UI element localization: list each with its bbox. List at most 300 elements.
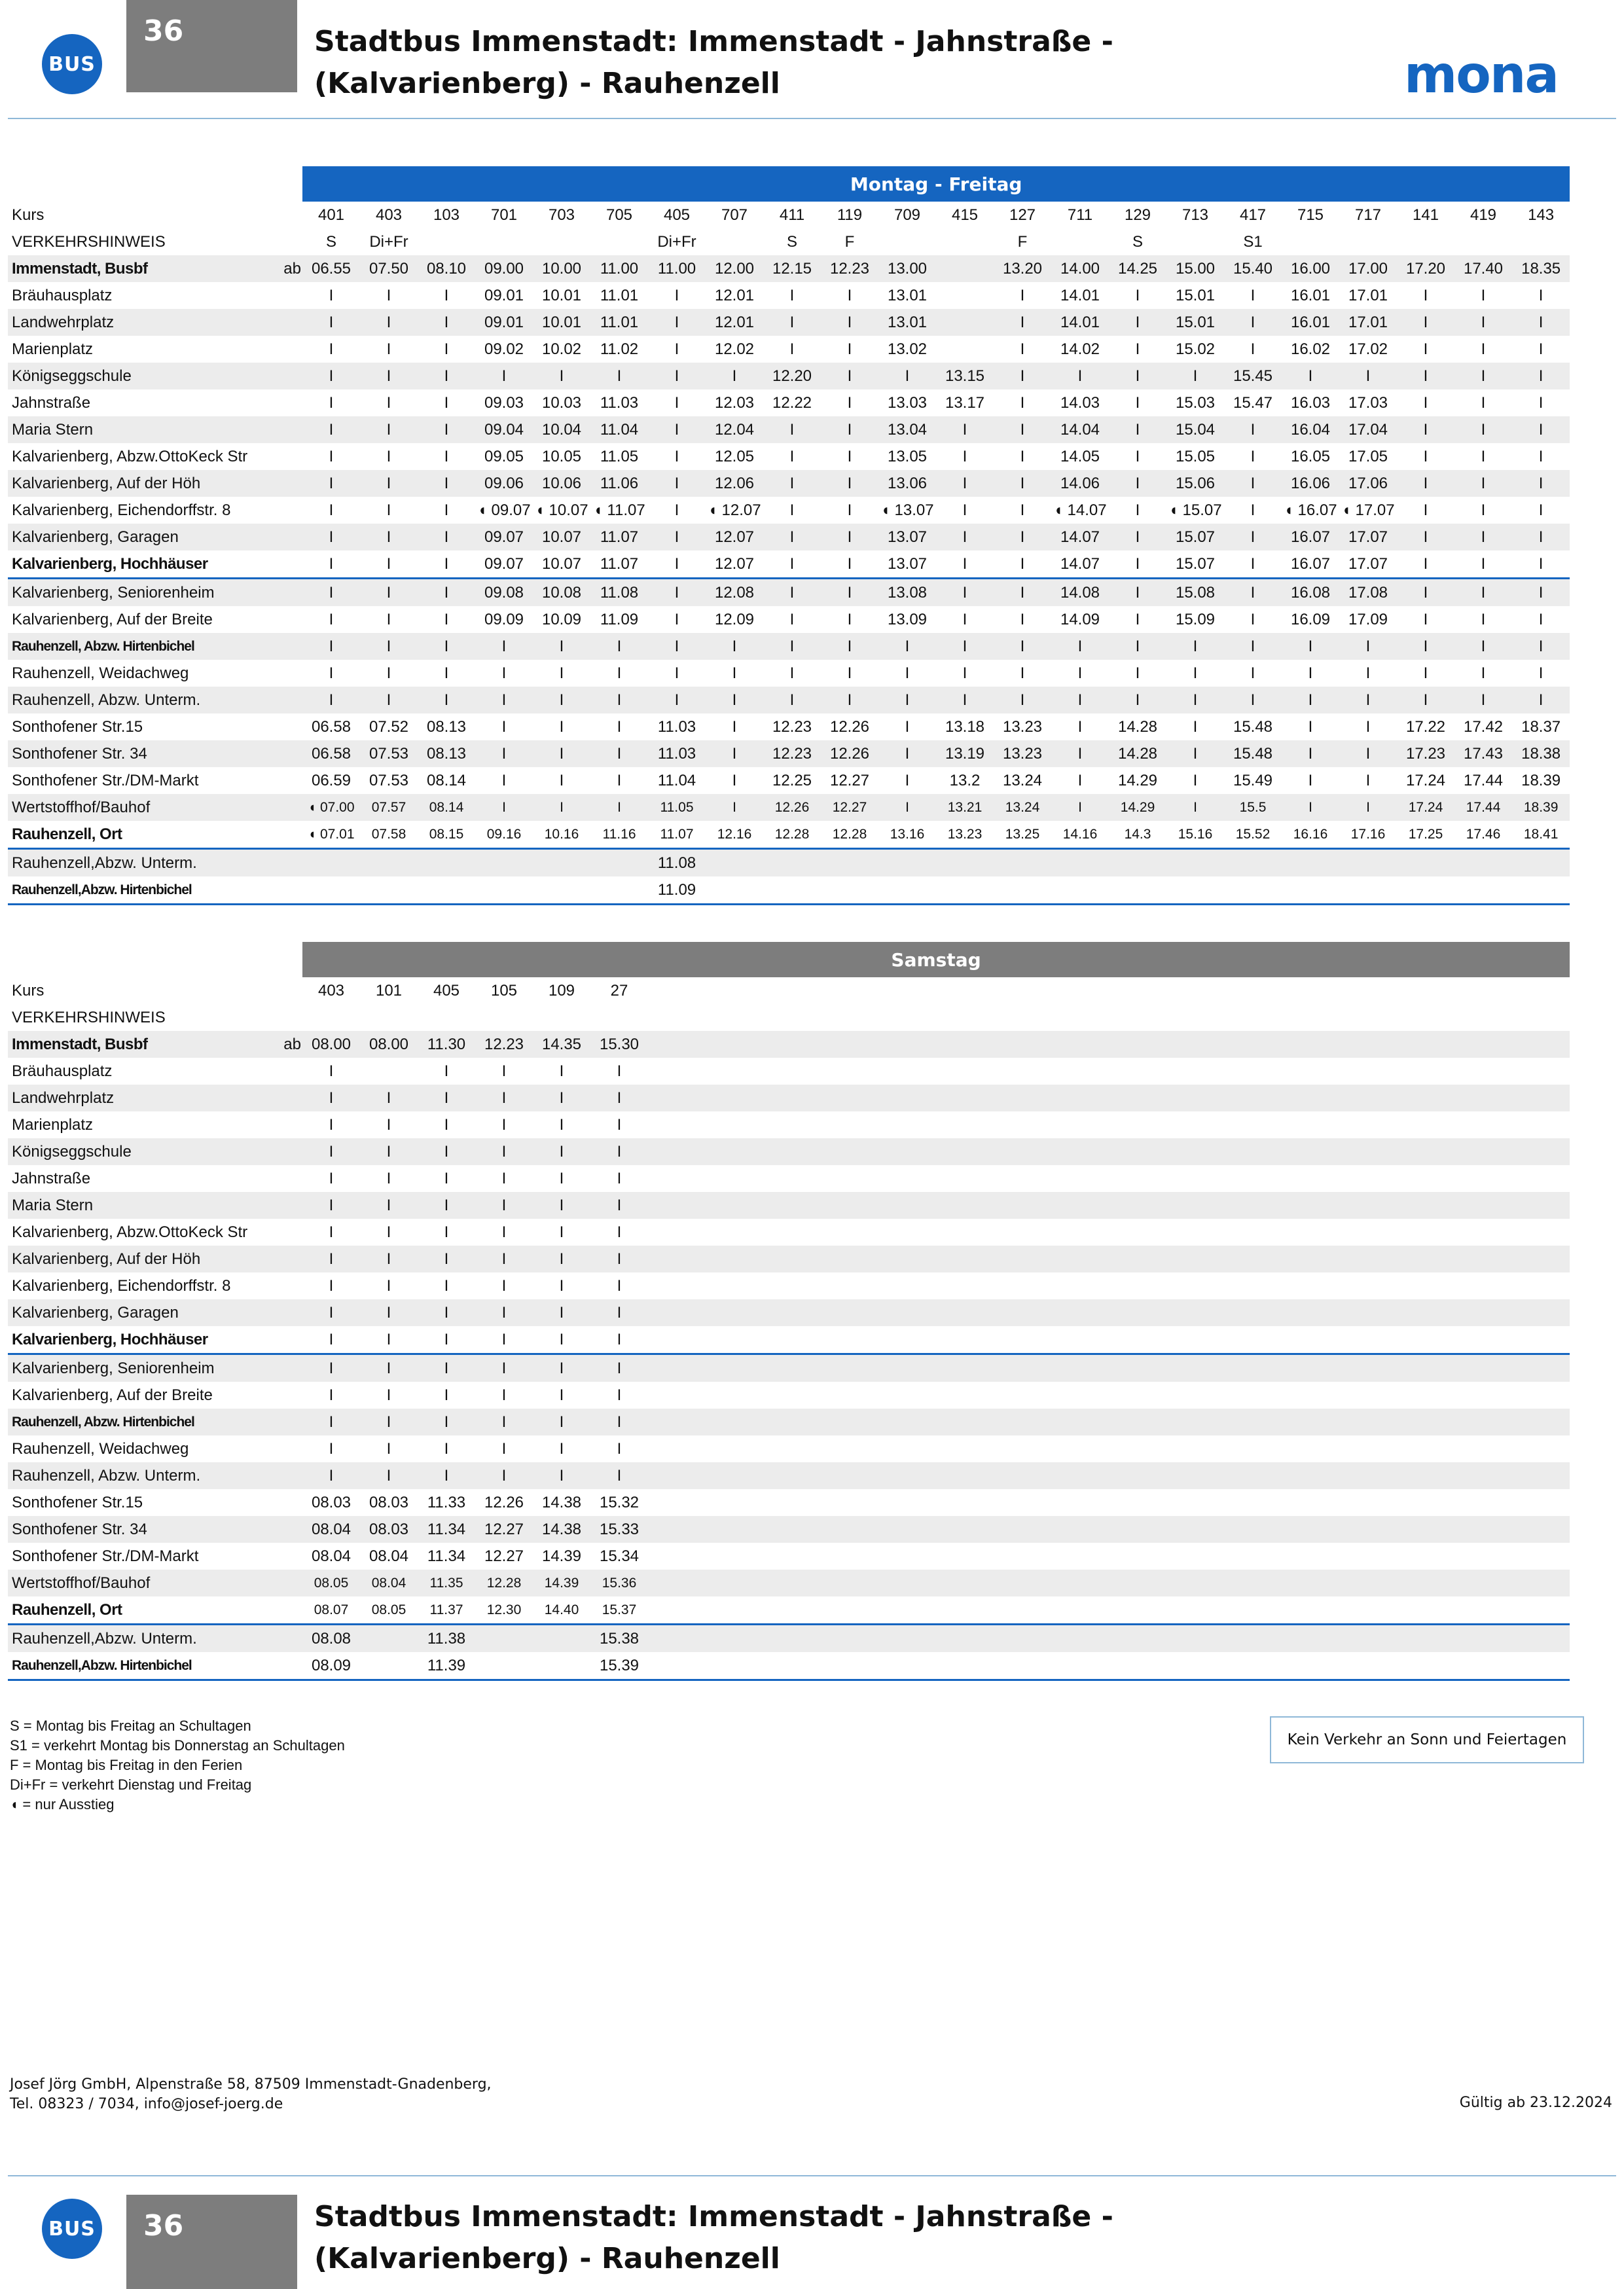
departure-time: I <box>994 416 1051 443</box>
departure-time <box>648 1489 706 1516</box>
departure-time <box>1339 1409 1397 1435</box>
departure-time <box>878 1272 936 1299</box>
departure-time: 09.01 <box>484 286 524 304</box>
stop-name: Rauhenzell,Abzw. Unterm. <box>8 849 276 877</box>
departure-time: I <box>1282 363 1339 389</box>
departure-time <box>994 1138 1051 1165</box>
departure-time <box>1512 1462 1570 1489</box>
departure-time: 17.02 <box>1348 340 1388 358</box>
departure-time: I <box>444 1223 449 1241</box>
departure-time <box>590 876 648 905</box>
departure-time <box>1224 849 1282 877</box>
departure-time: I <box>444 501 449 519</box>
departure-time: I <box>386 610 391 628</box>
departure-time <box>360 1625 418 1653</box>
hinweis-code: Di+Fr <box>369 232 408 251</box>
departure-time <box>302 849 360 877</box>
departure-time <box>763 1085 821 1111</box>
departure-time: 13.01 <box>887 286 928 304</box>
departure-time: I <box>302 363 360 389</box>
departure-time: ◖ 12.07 <box>708 501 761 519</box>
departure-time <box>648 1192 706 1219</box>
departure-time: I <box>360 1246 418 1272</box>
ab-marker <box>276 416 302 443</box>
departure-time <box>994 1570 1051 1596</box>
departure-time <box>1166 1543 1224 1570</box>
departure-time: 11.03 <box>657 717 696 736</box>
kurs-number: 101 <box>375 981 403 1000</box>
departure-time <box>1224 1246 1282 1272</box>
stop-name: Rauhenzell, Abzw. Hirtenbichel <box>8 1409 276 1435</box>
departure-time: I <box>1193 717 1198 736</box>
departure-time <box>648 1462 706 1489</box>
departure-time: 13.02 <box>887 340 928 358</box>
stop-row <box>8 1111 1570 1138</box>
departure-time <box>936 1192 994 1219</box>
departure-time: I <box>1538 610 1543 628</box>
kurs-number: 411 <box>779 206 805 224</box>
departure-time: I <box>475 1354 533 1382</box>
departure-time: 08.04 <box>369 1547 409 1565</box>
departure-time: I <box>590 1246 648 1272</box>
departure-time <box>1512 876 1570 905</box>
line-number: 36 <box>126 0 297 92</box>
departure-time <box>1339 1219 1397 1246</box>
kurs-number <box>1224 977 1282 1004</box>
departure-time <box>1109 1219 1166 1246</box>
departure-time: I <box>360 1409 418 1435</box>
departure-time: 15.48 <box>1233 717 1273 736</box>
footer-divider <box>8 2175 1616 2176</box>
departure-time: 15.52 <box>1235 826 1271 842</box>
departure-time <box>706 1409 763 1435</box>
legend <box>10 1716 345 1814</box>
departure-time: I <box>444 554 449 573</box>
departure-time: 12.03 <box>714 393 755 412</box>
departure-time: I <box>533 1354 590 1382</box>
departure-time: I <box>590 1192 648 1219</box>
departure-time: 15.02 <box>1175 340 1216 358</box>
departure-time: I <box>501 771 507 789</box>
departure-time: 07.58 <box>371 826 406 842</box>
departure-time: I <box>590 633 648 660</box>
legend-item: F = Montag bis Freitag in den Ferien <box>10 1757 243 1773</box>
departure-time <box>1166 1111 1224 1138</box>
departure-time: 17.01 <box>1339 309 1397 336</box>
departure-time: I <box>1481 447 1486 465</box>
departure-time <box>1282 1435 1339 1462</box>
departure-time <box>1454 1192 1512 1219</box>
departure-time <box>1397 1516 1454 1543</box>
departure-time: I <box>1135 554 1140 573</box>
hinweis-code <box>1224 1004 1282 1031</box>
departure-time: I <box>559 1169 564 1187</box>
departure-time: I <box>444 1386 449 1404</box>
kurs-number: 401 <box>317 206 345 224</box>
departure-time <box>1166 1031 1224 1058</box>
departure-time: I <box>533 1409 590 1435</box>
departure-time: 12.28 <box>475 1570 533 1596</box>
departure-time <box>1166 1058 1224 1085</box>
departure-time: I <box>360 416 418 443</box>
stop-name: Bräuhausplatz <box>12 1062 113 1080</box>
departure-time <box>936 1543 994 1570</box>
stop-name: Bräuhausplatz <box>12 286 113 304</box>
departure-time <box>1454 1652 1512 1680</box>
departure-time <box>1109 1596 1166 1625</box>
departure-time <box>1282 1058 1339 1085</box>
departure-time: I <box>501 664 507 682</box>
departure-time: I <box>1454 309 1512 336</box>
stop-row <box>8 1435 1570 1462</box>
departure-time: I <box>1166 794 1224 821</box>
departure-time: I <box>1051 363 1109 389</box>
departure-time <box>936 255 994 282</box>
departure-time <box>936 1299 994 1326</box>
departure-time: 10.16 <box>544 826 579 842</box>
departure-time: 13.23 <box>1002 717 1043 736</box>
stop-name: Königseggschule <box>8 363 276 389</box>
departure-time: 09.05 <box>484 447 524 465</box>
kurs-number <box>1051 977 1109 1004</box>
departure-time: I <box>533 1246 590 1272</box>
ab-marker <box>276 1596 302 1625</box>
hinweis-code <box>821 1004 878 1031</box>
legend-item: Di+Fr = verkehrt Dienstag und Freitag <box>10 1776 252 1793</box>
departure-time <box>706 1246 763 1272</box>
stop-row <box>8 1299 1570 1326</box>
departure-time: 11.07 <box>660 826 694 842</box>
departure-time: I <box>1397 363 1454 389</box>
ab-marker <box>276 794 302 821</box>
stop-name: Rauhenzell, Weidachweg <box>12 1439 189 1458</box>
departure-time: I <box>732 717 737 736</box>
departure-time: I <box>1308 717 1313 736</box>
departure-time: I <box>329 554 334 573</box>
departure-time: 17.04 <box>1339 416 1397 443</box>
departure-time: I <box>360 1085 418 1111</box>
departure-time: 18.41 <box>1523 826 1559 842</box>
departure-time: 15.09 <box>1175 610 1216 628</box>
departure-time: I <box>559 1223 564 1241</box>
departure-time: I <box>590 1085 648 1111</box>
ab-marker <box>276 740 302 767</box>
departure-time <box>1109 1031 1166 1058</box>
departure-time <box>763 1165 821 1192</box>
departure-time: I <box>936 524 994 550</box>
departure-time <box>878 1516 936 1543</box>
departure-time: I <box>1109 579 1166 607</box>
departure-time: I <box>1224 524 1282 550</box>
stop-row <box>8 1219 1570 1246</box>
header-divider <box>8 118 1616 119</box>
departure-time: I <box>962 554 967 573</box>
departure-time: I <box>1365 717 1371 736</box>
departure-time: 06.58 <box>311 717 352 736</box>
departure-time: 13.05 <box>887 447 928 465</box>
departure-time: 17.08 <box>1339 579 1397 607</box>
departure-time <box>1109 1543 1166 1570</box>
departure-time: 17.23 <box>1397 740 1454 767</box>
departure-time: 08.04 <box>311 1547 352 1565</box>
departure-time <box>706 1354 763 1382</box>
kurs-number: 143 <box>1528 206 1555 224</box>
departure-time: I <box>533 740 590 767</box>
departure-time: 09.00 <box>475 255 533 282</box>
departure-time <box>1166 1165 1224 1192</box>
departure-time: 17.24 <box>1397 794 1454 821</box>
kurs-number: 703 <box>548 206 575 224</box>
departure-time: 08.13 <box>426 717 467 736</box>
departure-time <box>1282 1543 1339 1570</box>
band-spacer <box>8 166 302 202</box>
departure-time <box>648 1435 706 1462</box>
stop-name: Immenstadt, Busbf <box>8 1031 276 1058</box>
kurs-number <box>1397 977 1454 1004</box>
departure-time: I <box>444 393 449 412</box>
line-number: 36 <box>126 2195 297 2289</box>
departure-time: I <box>501 717 507 736</box>
departure-time <box>648 1354 706 1382</box>
departure-time <box>1397 1570 1454 1596</box>
departure-time <box>994 1516 1051 1543</box>
departure-time <box>878 1543 936 1570</box>
departure-time <box>1051 1165 1109 1192</box>
departure-time: I <box>821 309 878 336</box>
departure-time: I <box>329 393 334 412</box>
departure-time: I <box>1308 664 1313 682</box>
departure-time <box>1224 1409 1282 1435</box>
departure-time: I <box>1282 687 1339 713</box>
departure-time: I <box>617 1276 622 1295</box>
departure-time: I <box>1454 363 1512 389</box>
hinweis-code <box>475 228 533 255</box>
stop-row <box>8 524 1570 550</box>
departure-time <box>994 876 1051 905</box>
departure-time: I <box>1224 579 1282 607</box>
departure-time <box>1512 1625 1570 1653</box>
departure-time <box>1109 1570 1166 1596</box>
stop-name: Kalvarienberg, Hochhäuser <box>12 1330 208 1348</box>
departure-time: 14.06 <box>1051 470 1109 497</box>
departure-time: 11.38 <box>418 1625 475 1653</box>
departure-time <box>648 1299 706 1326</box>
departure-time <box>1224 1625 1282 1653</box>
departure-time <box>1166 1138 1224 1165</box>
departure-time: I <box>936 416 994 443</box>
departure-time: I <box>1166 740 1224 767</box>
departure-time <box>1282 1111 1339 1138</box>
departure-time: I <box>590 1299 648 1326</box>
departure-time <box>475 1625 533 1653</box>
departure-time: 15.45 <box>1224 363 1282 389</box>
departure-time <box>1051 1299 1109 1326</box>
departure-time <box>1512 1246 1570 1272</box>
departure-time: 06.59 <box>311 771 352 789</box>
departure-time: 14.3 <box>1124 826 1151 842</box>
departure-time: I <box>475 633 533 660</box>
departure-time: 11.16 <box>602 826 636 842</box>
departure-time <box>1224 1570 1282 1596</box>
departure-time <box>1454 1058 1512 1085</box>
departure-time: I <box>1020 393 1025 412</box>
departure-time <box>1512 1516 1570 1543</box>
kurs-number: 141 <box>1412 206 1439 224</box>
departure-time <box>994 1272 1051 1299</box>
departure-time: I <box>674 501 679 519</box>
departure-time <box>1282 1652 1339 1680</box>
departure-time <box>1109 1165 1166 1192</box>
departure-time: I <box>674 340 679 358</box>
departure-time: I <box>444 1169 449 1187</box>
departure-time: I <box>559 1115 564 1134</box>
departure-time <box>994 849 1051 877</box>
departure-time <box>1512 1543 1570 1570</box>
departure-time <box>1512 1085 1570 1111</box>
stop-name: Rauhenzell, Abzw. Hirtenbichel <box>8 633 276 660</box>
departure-time: I <box>674 610 679 628</box>
departure-time <box>1339 1058 1397 1085</box>
departure-time: 16.06 <box>1282 470 1339 497</box>
departure-time: 18.37 <box>1521 717 1561 736</box>
departure-time <box>821 1138 878 1165</box>
departure-time: 13.2 <box>949 771 981 789</box>
departure-time: I <box>1454 687 1512 713</box>
departure-time <box>1397 1031 1454 1058</box>
departure-time <box>1397 1489 1454 1516</box>
departure-time <box>878 1462 936 1489</box>
departure-time <box>1454 1354 1512 1382</box>
ab-marker <box>276 687 302 713</box>
departure-time <box>648 1111 706 1138</box>
departure-time: I <box>1423 286 1428 304</box>
departure-time <box>994 1462 1051 1489</box>
departure-time: 10.06 <box>533 470 590 497</box>
departure-time: I <box>386 393 391 412</box>
departure-time: 11.35 <box>418 1570 475 1596</box>
departure-time: I <box>329 1169 334 1187</box>
route-title-line1: Stadtbus Immenstadt: Immenstadt - Jahnstraße - <box>314 25 1113 58</box>
departure-time: I <box>617 1169 622 1187</box>
departure-time <box>1109 1516 1166 1543</box>
stop-name: Sonthofener Str. 34 <box>8 1516 276 1543</box>
departure-time: I <box>1109 309 1166 336</box>
departure-time: 13.00 <box>878 255 936 282</box>
departure-time: 10.02 <box>541 340 582 358</box>
legend-item: S = Montag bis Freitag an Schultagen <box>10 1718 251 1734</box>
departure-time: 15.48 <box>1224 740 1282 767</box>
departure-time <box>763 876 821 905</box>
departure-time: I <box>1077 771 1083 789</box>
departure-time: 11.30 <box>418 1031 475 1058</box>
departure-time <box>1512 1489 1570 1516</box>
departure-time: I <box>1020 286 1025 304</box>
departure-time: 14.07 <box>1051 524 1109 550</box>
departure-time: 13.08 <box>878 579 936 607</box>
departure-time: 08.04 <box>360 1570 418 1596</box>
departure-time <box>1224 1596 1282 1625</box>
stop-name: Kalvarienberg, Abzw.OttoKeck Str <box>12 1223 248 1241</box>
departure-time: I <box>1020 610 1025 628</box>
kurs-number: 27 <box>610 981 628 1000</box>
departure-time: 12.23 <box>763 740 821 767</box>
departure-time: I <box>789 286 795 304</box>
kurs-number <box>1339 977 1397 1004</box>
departure-time: I <box>1423 447 1428 465</box>
departure-time: 15.37 <box>602 1602 637 1617</box>
departure-time <box>706 1570 763 1596</box>
departure-time: I <box>1538 340 1543 358</box>
departure-time <box>1109 1058 1166 1085</box>
stop-row <box>8 389 1570 416</box>
departure-time <box>1397 1299 1454 1326</box>
departure-time: I <box>1224 309 1282 336</box>
departure-time: I <box>1423 664 1428 682</box>
ab-marker <box>276 470 302 497</box>
departure-time: I <box>559 1386 564 1404</box>
departure-time: I <box>1250 501 1255 519</box>
departure-time: I <box>1109 524 1166 550</box>
departure-time: I <box>386 501 391 519</box>
kurs-number: 419 <box>1470 206 1497 224</box>
departure-time: I <box>674 393 679 412</box>
departure-time <box>763 1326 821 1354</box>
departure-time <box>1339 849 1397 877</box>
departure-time: I <box>763 579 821 607</box>
departure-time <box>706 1516 763 1543</box>
departure-time: 17.03 <box>1348 393 1388 412</box>
departure-time: I <box>994 363 1051 389</box>
departure-time: I <box>386 1439 391 1458</box>
mona-logo: mona <box>1404 46 1559 105</box>
kurs-number <box>1454 977 1512 1004</box>
kurs-number: 103 <box>433 206 460 224</box>
kurs-number: 415 <box>951 206 979 224</box>
departure-time: ◖ 11.07 <box>593 501 645 519</box>
departure-time: I <box>1282 740 1339 767</box>
departure-time: I <box>789 340 795 358</box>
operator-address: Josef Jörg GmbH, Alpenstraße 58, 87509 Immenstadt-Gnadenberg, <box>10 2076 492 2093</box>
departure-time: I <box>847 501 852 519</box>
departure-time: 08.00 <box>302 1031 360 1058</box>
ab-spacer <box>276 228 302 255</box>
departure-time: I <box>789 664 795 682</box>
departure-time <box>1051 1543 1109 1570</box>
kurs-number <box>878 977 936 1004</box>
departure-time <box>1454 1435 1512 1462</box>
departure-time <box>1282 876 1339 905</box>
departure-time: 12.26 <box>763 794 821 821</box>
departure-time <box>1051 1031 1109 1058</box>
ab-marker <box>276 633 302 660</box>
departure-time <box>1397 1326 1454 1354</box>
departure-time: I <box>1135 286 1140 304</box>
departure-time: 14.39 <box>541 1547 582 1565</box>
hinweis-row <box>8 1004 1570 1031</box>
departure-time <box>763 1652 821 1680</box>
departure-time <box>1397 1058 1454 1085</box>
departure-time: 14.03 <box>1060 393 1100 412</box>
departure-time: 15.16 <box>1178 826 1213 842</box>
ab-marker <box>276 1435 302 1462</box>
departure-time: 13.04 <box>878 416 936 443</box>
departure-time: 17.01 <box>1348 286 1388 304</box>
departure-time: I <box>360 687 418 713</box>
weekday-timetable <box>8 166 1570 905</box>
departure-time <box>1224 1272 1282 1299</box>
departure-time: I <box>1538 554 1543 573</box>
departure-time <box>1282 1354 1339 1382</box>
